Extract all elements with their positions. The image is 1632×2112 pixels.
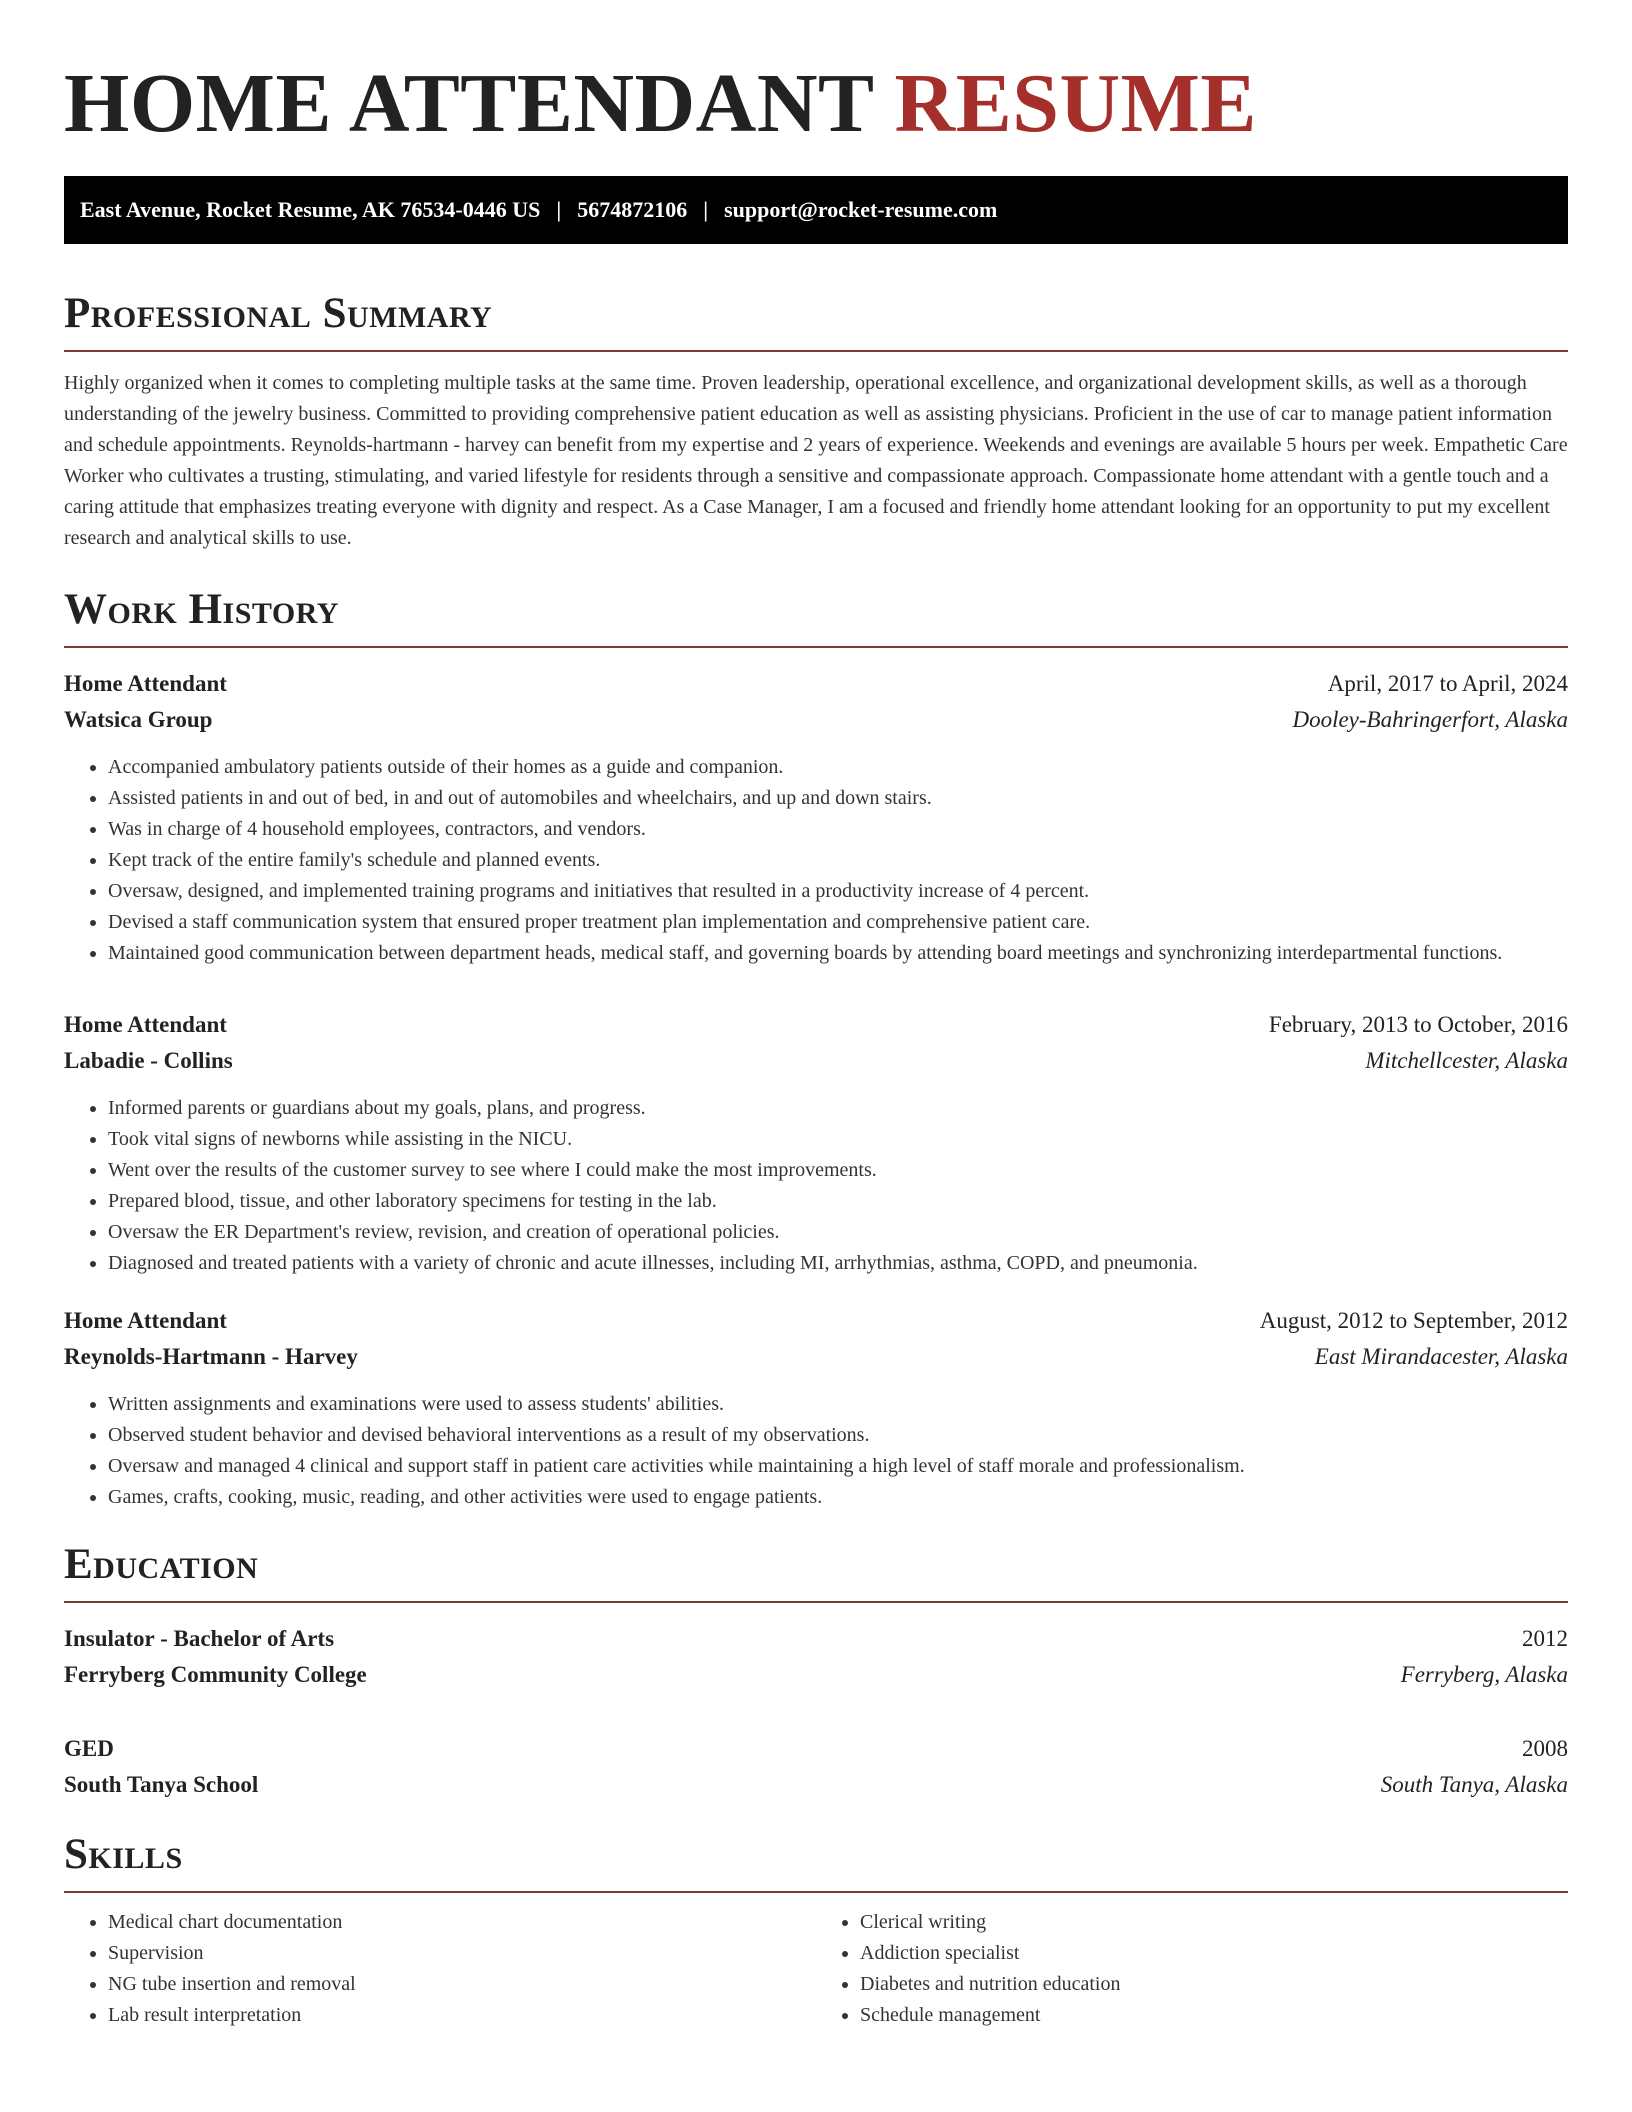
- job-company-row: [64, 1339, 1568, 1375]
- section-divider: [64, 646, 1568, 648]
- job-bullet: • Written assignments and examinations were used to assess students' abilities.: [108, 1389, 1568, 1420]
- job-location: Mitchellcester, Alaska: [1365, 1048, 1568, 1073]
- section-divider: [64, 1891, 1568, 1893]
- job-location: Dooley-Bahringerfort, Alaska: [1292, 707, 1568, 732]
- skills-list: [64, 1907, 1568, 2031]
- skill-item: • Addiction specialist: [860, 1938, 1568, 1969]
- job-header: [64, 666, 1568, 702]
- education-school: Ferryberg Community College: [64, 1662, 367, 1687]
- contact-separator: |: [703, 197, 709, 222]
- skill-item: • Lab result interpretation: [108, 2000, 816, 2031]
- contact-bar: [64, 176, 1568, 244]
- resume-title: [64, 56, 1568, 152]
- job-company-row: [64, 702, 1568, 738]
- education-degree: Insulator - Bachelor of Arts: [64, 1626, 335, 1651]
- job-bullets: [64, 752, 1568, 969]
- skills-heading: Skills: [64, 1831, 183, 1878]
- job-company-row: [64, 1043, 1568, 1079]
- contact-address: East Avenue, Rocket Resume, AK 76534-0446 US: [80, 197, 541, 222]
- job-bullets: [64, 1093, 1568, 1279]
- skills-column-right: [816, 1907, 1568, 2031]
- education-heading: Education: [64, 1541, 259, 1588]
- job-bullet: • Games, crafts, cooking, music, reading, and other activities were used to engage patients.: [108, 1482, 1568, 1513]
- job-bullet: • Assisted patients in and out of bed, in and out of automobiles and wheelchairs, and up and down stairs.: [108, 783, 1568, 814]
- job-bullet: • Informed parents or guardians about my goals, plans, and progress.: [108, 1093, 1568, 1124]
- job-bullet: • Oversaw, designed, and implemented training programs and initiatives that resulted in a productivity increase of 4 percent.: [108, 876, 1568, 907]
- work-heading: Work History: [64, 586, 339, 633]
- education-school-row: [64, 1657, 1568, 1693]
- job-bullet: • Maintained good communication between department heads, medical staff, and governing boards by attending board meetings and synchronizing interdepartmental functions.: [108, 938, 1568, 969]
- education-header: [64, 1621, 1568, 1657]
- job-dates: April, 2017 to April, 2024: [1327, 671, 1568, 696]
- job-header: [64, 1303, 1568, 1339]
- skill-item: • Schedule management: [860, 2000, 1568, 2031]
- job-company: Labadie - Collins: [64, 1048, 233, 1073]
- education-degree: GED: [64, 1736, 114, 1761]
- contact-separator: |: [556, 197, 562, 222]
- education-year: 2012: [1522, 1626, 1568, 1651]
- title-accent: RESUME: [894, 57, 1257, 150]
- job-bullet: • Was in charge of 4 household employees, contractors, and vendors.: [108, 814, 1568, 845]
- job-bullet: • Accompanied ambulatory patients outside of their homes as a guide and companion.: [108, 752, 1568, 783]
- education-school: South Tanya School: [64, 1772, 259, 1797]
- education-school-row: [64, 1767, 1568, 1803]
- job-bullets: [64, 1389, 1568, 1513]
- skill-item: • NG tube insertion and removal: [108, 1969, 816, 2000]
- job-bullet: • Devised a staff communication system that ensured proper treatment plan implementation and comprehensive patient care.: [108, 907, 1568, 938]
- job-company: Reynolds-Hartmann - Harvey: [64, 1344, 358, 1369]
- job-dates: August, 2012 to September, 2012: [1259, 1308, 1568, 1333]
- job-location: East Mirandacester, Alaska: [1314, 1344, 1568, 1369]
- contact-phone: 5674872106: [577, 197, 688, 222]
- job-bullet: • Observed student behavior and devised behavioral interventions as a result of my observations.: [108, 1420, 1568, 1451]
- job-bullet: • Prepared blood, tissue, and other laboratory specimens for testing in the lab.: [108, 1186, 1568, 1217]
- skill-item: • Diabetes and nutrition education: [860, 1969, 1568, 2000]
- job-entry: [64, 1303, 1568, 1513]
- job-title: Home Attendant: [64, 1308, 227, 1333]
- skill-item: • Clerical writing: [860, 1907, 1568, 1938]
- skills-column-left: [64, 1907, 816, 2031]
- summary-text: Highly organized when it comes to completing multiple tasks at the same time. Proven leadership, operational excellence, and organizational development skills, as well as a thorough understanding of the jewelry business. Committed to providing comprehensive patient education as well as assisting physicians. Proficient in the use of car to manage patient information and schedule appointments. Reynolds-hartmann - harvey can benefit from my expertise and 2 years of experience. Weekends and evenings are available 5 hours per week. Empathetic Care Worker who cultivates a trusting, stimulating, and varied lifestyle for residents through a sensitive and compassionate approach. Compassionate home attendant with a gentle touch and a caring attitude that emphasizes treating everyone with dignity and respect. As a Case Manager, I am a focused and friendly home attendant looking for an opportunity to put my excellent research and analytical skills to use.: [64, 372, 1568, 549]
- job-bullet: • Oversaw the ER Department's review, revision, and creation of operational policies.: [108, 1217, 1568, 1248]
- section-divider: [64, 1601, 1568, 1603]
- skill-item: • Medical chart documentation: [108, 1907, 816, 1938]
- summary-heading: Professional Summary: [64, 290, 493, 337]
- contact-email: support@rocket-resume.com: [724, 197, 998, 222]
- job-bullet: • Took vital signs of newborns while assisting in the NICU.: [108, 1124, 1568, 1155]
- job-bullet: • Went over the results of the customer survey to see where I could make the most improvements.: [108, 1155, 1568, 1186]
- job-company: Watsica Group: [64, 707, 213, 732]
- job-bullet: • Kept track of the entire family's schedule and planned events.: [108, 845, 1568, 876]
- education-location: South Tanya, Alaska: [1380, 1772, 1568, 1797]
- education-header: [64, 1731, 1568, 1767]
- education-entry: [64, 1731, 1568, 1803]
- section-divider: [64, 350, 1568, 352]
- skill-item: • Supervision: [108, 1938, 816, 1969]
- job-bullet: • Diagnosed and treated patients with a variety of chronic and acute illnesses, including MI, arrhythmias, asthma, COPD, and pneumonia.: [108, 1248, 1568, 1279]
- education-entry: [64, 1621, 1568, 1693]
- job-dates: February, 2013 to October, 2016: [1268, 1012, 1568, 1037]
- education-location: Ferryberg, Alaska: [1400, 1662, 1568, 1687]
- job-entry: [64, 1007, 1568, 1279]
- job-header: [64, 1007, 1568, 1043]
- job-entry: [64, 666, 1568, 969]
- education-year: 2008: [1522, 1736, 1568, 1761]
- job-title: Home Attendant: [64, 671, 227, 696]
- job-title: Home Attendant: [64, 1012, 227, 1037]
- job-bullet: • Oversaw and managed 4 clinical and support staff in patient care activities while maintaining a high level of staff morale and professionalism.: [108, 1451, 1568, 1482]
- title-main: HOME ATTENDANT: [64, 57, 874, 150]
